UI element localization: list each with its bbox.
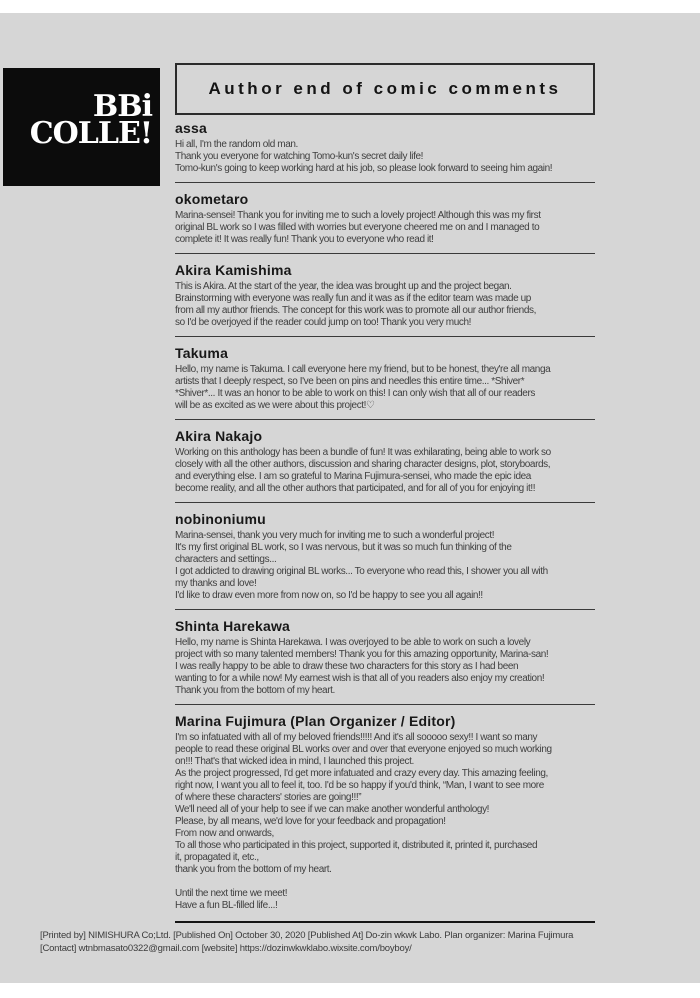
section-divider xyxy=(175,704,595,705)
author-name: okometaro xyxy=(175,191,249,207)
comment-line: original BL work so I was filled with worries but everyone cheered me on and I managed to xyxy=(175,222,540,233)
comment-body xyxy=(175,530,595,602)
comment-line: Tomo-kun's going to keep working hard at his job, so please look forward to seeing him again! xyxy=(175,163,553,174)
comment-line: from all my author friends. The concept for this work was to promote all our author friends, xyxy=(175,305,536,316)
comment-line: As the project progressed, I'd get more infatuated and crazy every day. This amazing feeling, xyxy=(175,768,548,779)
author-name: Akira Kamishima xyxy=(175,262,292,278)
comment-line: Hello, my name is Takuma. I call everyone here my friend, but to be honest, they're all manga xyxy=(175,364,551,375)
comment-line: and everything else. I am so grateful to Marina Fujimura-sensei, who made the epic idea xyxy=(175,471,531,482)
comment-line: Thank you everyone for watching Tomo-kun's secret daily life! xyxy=(175,151,424,162)
bbi-colle-logo xyxy=(3,68,160,186)
comment-line: thank you from the bottom of my heart. xyxy=(175,864,332,875)
author-name: Akira Nakajo xyxy=(175,428,263,444)
comment-line: Thank you from the bottom of my heart. xyxy=(175,685,335,696)
author-comment-section xyxy=(175,429,595,495)
comment-line: *Shiver*... It was an honor to be able to work on this! I can only wish that all of our readers xyxy=(175,388,535,399)
comment-line: Hi all, I'm the random old man. xyxy=(175,139,298,150)
colophon xyxy=(40,929,690,955)
comment-body xyxy=(175,447,595,495)
comment-line: I'm so infatuated with all of my beloved friends!!!!! And it's all sooooo sexy!! I want so many xyxy=(175,732,538,743)
comment-line: people to read these original BL works over and over that everyone enjoyed so much working xyxy=(175,744,552,755)
comment-line: Working on this anthology has been a bundle of fun! It was exhilarating, being able to work so xyxy=(175,447,551,458)
author-comment-section xyxy=(175,121,595,175)
section-divider xyxy=(175,253,595,254)
author-name: assa xyxy=(175,120,207,136)
comment-line: This is Akira. At the start of the year, the idea was brought up and the project began. xyxy=(175,281,512,292)
author-comment-section xyxy=(175,346,595,412)
comment-line: on!!! That's that wicked idea in mind, I launched this project. xyxy=(175,756,414,767)
comment-line: To all those who participated in this project, supported it, distributed it, printed it, purchased xyxy=(175,840,538,851)
section-divider xyxy=(175,419,595,420)
author-comment-section xyxy=(175,714,595,912)
author-comment-section xyxy=(175,263,595,329)
author-comment-section xyxy=(175,512,595,602)
page-title: Author end of comic comments xyxy=(208,79,562,98)
colophon-line-2: [Contact] wtnbmasato0322@gmail.com [website] https://dozinwkwklabo.wixsite.com/boyboy/ xyxy=(40,943,412,954)
comment-line: I was really happy to be able to draw these two characters for this story as I had been xyxy=(175,661,519,672)
comment-line: Brainstorming with everyone was really fun and it was as if the editor team was made up xyxy=(175,293,531,304)
comment-line: Until the next time we meet! xyxy=(175,888,288,899)
comment-line: Marina-sensei, thank you very much for inviting me to such a wonderful project! xyxy=(175,530,495,541)
comment-line: complete it! It was really fun! Thank you to everyone who read it! xyxy=(175,234,434,245)
author-name: Takuma xyxy=(175,345,229,361)
author-name: Marina Fujimura (Plan Organizer / Editor) xyxy=(175,713,456,729)
comment-body xyxy=(175,139,595,175)
comment-line xyxy=(175,876,595,888)
author-comment-section xyxy=(175,619,595,697)
page-title-box xyxy=(175,63,595,115)
author-comment-section xyxy=(175,192,595,246)
comment-line: become reality, and all the other authors that participated, and for all of you for enjoying it!! xyxy=(175,483,536,494)
comment-body xyxy=(175,364,595,412)
comment-line: so I'd be overjoyed if the reader could jump on too! Thank you very much! xyxy=(175,317,472,328)
comment-line: artists that I deeply respect, so I've been on pins and needles this entire time... *Shiver* xyxy=(175,376,525,387)
comment-line: It's my first original BL work, so I was nervous, but it was so much fun thinking of the xyxy=(175,542,512,553)
author-name: nobinoniumu xyxy=(175,511,266,527)
comment-line: Marina-sensei! Thank you for inviting me to such a lovely project! Although this was my first xyxy=(175,210,541,221)
comment-line: We'll need all of your help to see if we can make another wonderful anthology! xyxy=(175,804,490,815)
comment-line: my thanks and love! xyxy=(175,578,257,589)
colophon-line-1: [Printed by] NIMISHURA Co;Ltd. [Published On] October 30, 2020 [Published At] Do-zin wkwk Labo. Plan organizer: Marina Fujimura xyxy=(40,930,574,941)
comment-body xyxy=(175,210,595,246)
author-name: Shinta Harekawa xyxy=(175,618,291,634)
logo-line-1: BBi xyxy=(92,89,152,124)
sections-container xyxy=(175,121,595,912)
comment-line: I got addicted to drawing original BL works... To everyone who read this, I shower you all with xyxy=(175,566,548,577)
comment-line: From now and onwards, xyxy=(175,828,274,839)
comment-line: I'd like to draw even more from now on, so I'd be happy to see you all again!! xyxy=(175,590,483,601)
comment-line: closely with all the other authors, discussion and sharing character designs, plot, storyboards, xyxy=(175,459,551,470)
section-divider xyxy=(175,182,595,183)
section-divider xyxy=(175,336,595,337)
comment-line: will be as excited as we were about this project!♡ xyxy=(175,400,375,411)
comment-line: project with so many talented members! Thank you for this amazing opportunity, Marina-san! xyxy=(175,649,549,660)
comment-line: Hello, my name is Shinta Harekawa. I was overjoyed to be able to work on such a lovely xyxy=(175,637,531,648)
comment-line: Have a fun BL-filled life...! xyxy=(175,900,278,911)
section-divider xyxy=(175,609,595,610)
comment-body xyxy=(175,637,595,697)
comment-body xyxy=(175,281,595,329)
comment-line: of where these characters' stories are going!!!” xyxy=(175,792,362,803)
section-divider xyxy=(175,502,595,503)
comment-line: characters and settings... xyxy=(175,554,277,565)
footer-divider xyxy=(175,921,595,923)
logo-line-2: COLLE! xyxy=(29,116,152,151)
comment-line: right now, I want you all to feel it, too. I'd be so happy if you'd think, “Man, I want to see more xyxy=(175,780,544,791)
comment-line: wanting to for a while now! My earnest wish is that all of you readers also enjoy my creation! xyxy=(175,673,545,684)
comment-body xyxy=(175,732,595,912)
comment-line: Please, by all means, we'd love for your feedback and propagation! xyxy=(175,816,446,827)
comment-line: it, propagated it, etc., xyxy=(175,852,259,863)
scanned-page xyxy=(0,13,700,983)
